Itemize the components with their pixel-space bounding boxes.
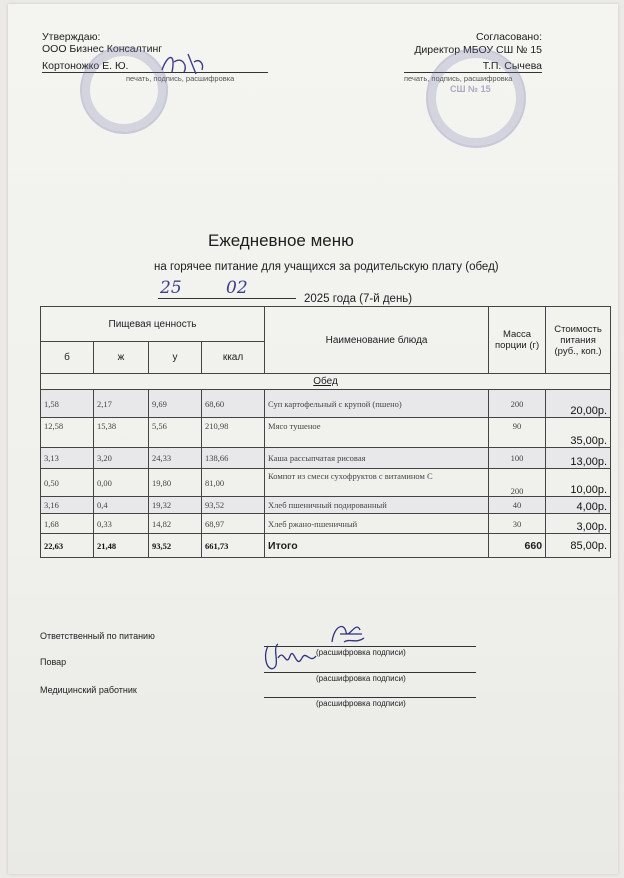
cook-signature-mark xyxy=(260,638,320,678)
row-zh: 0,4 xyxy=(94,497,149,514)
row-dish: Компот из смеси сухофруктов с витамином С xyxy=(265,469,489,497)
row-b: 1,58 xyxy=(41,390,94,418)
row-zh: 3,20 xyxy=(94,448,149,469)
row-mass: 200 xyxy=(489,390,546,418)
table-row xyxy=(41,497,611,514)
total-u: 93,52 xyxy=(149,534,202,558)
row-price: 13,00р. xyxy=(546,448,611,469)
left-stamp xyxy=(80,46,168,134)
row-mass: 200 xyxy=(489,469,546,497)
row-dish: Мясо тушеное xyxy=(265,418,489,448)
row-kcal: 138,66 xyxy=(202,448,265,469)
row-kcal: 81,00 xyxy=(202,469,265,497)
right-stamp-text: СШ № 15 xyxy=(450,84,491,94)
row-mass: 100 xyxy=(489,448,546,469)
cook-caption: (расшифровка подписи) xyxy=(316,674,406,683)
row-price: 35,00р. xyxy=(546,418,611,448)
medic-label: Медицинский работник xyxy=(40,685,137,695)
page-subtitle: на горячее питание для учащихся за родительскую плату (обед) xyxy=(154,261,499,273)
date-underline xyxy=(158,298,296,299)
menu-table xyxy=(40,306,611,558)
agreed-label: Согласовано: xyxy=(475,31,542,43)
row-price: 3,00р. xyxy=(546,514,611,534)
total-kcal: 661,73 xyxy=(202,534,265,558)
row-dish: Каша рассыпчатая рисовая xyxy=(265,448,489,469)
row-kcal: 93,52 xyxy=(202,497,265,514)
row-kcal: 68,60 xyxy=(202,390,265,418)
right-stamp xyxy=(426,48,526,148)
dish-header: Наименование блюда xyxy=(265,307,489,374)
row-kcal: 210,98 xyxy=(202,418,265,448)
page-title: Ежедневное меню xyxy=(208,231,354,250)
row-price: 20,00р. xyxy=(546,390,611,418)
row-b: 1,68 xyxy=(41,514,94,534)
row-zh: 15,38 xyxy=(94,418,149,448)
row-b: 3,16 xyxy=(41,497,94,514)
left-signature-mark xyxy=(158,48,208,78)
row-mass: 30 xyxy=(489,514,546,534)
row-u: 24,33 xyxy=(149,448,202,469)
total-b: 22,63 xyxy=(41,534,94,558)
total-label: Итого xyxy=(265,534,489,558)
row-u: 19,80 xyxy=(149,469,202,497)
approve-caption: печать, подпись, расшифровка xyxy=(126,74,235,83)
row-u: 5,56 xyxy=(149,418,202,448)
row-price: 10,00р. xyxy=(546,469,611,497)
table-row xyxy=(41,390,611,418)
table-row xyxy=(41,448,611,469)
approve-person: Кортоножко Е. Ю. xyxy=(42,60,129,72)
mass-header: Масса порции (г) xyxy=(489,307,546,374)
row-dish: Хлеб ржано-пшеничный xyxy=(265,514,489,534)
agreed-person: Т.П. Сычева xyxy=(482,60,542,72)
total-mass: 660 xyxy=(489,534,546,558)
medic-line xyxy=(264,697,476,698)
table-row xyxy=(41,514,611,534)
cost-header: Стоимость питания (руб., коп.) xyxy=(546,307,611,374)
responsible-caption: (расшифровка подписи) xyxy=(316,648,406,657)
cook-label: Повар xyxy=(40,657,67,667)
row-price: 4,00р. xyxy=(546,497,611,514)
agreed-position: Директор МБОУ СШ № 15 xyxy=(414,44,542,56)
date-month: 02 xyxy=(226,278,248,298)
zh-header: ж xyxy=(94,342,149,374)
row-u: 14,82 xyxy=(149,514,202,534)
document-page xyxy=(8,4,618,874)
row-zh: 2,17 xyxy=(94,390,149,418)
row-kcal: 68,97 xyxy=(202,514,265,534)
date-day: 25 xyxy=(160,278,182,298)
nutrition-header: Пищевая ценность xyxy=(41,307,265,342)
total-row xyxy=(41,534,611,558)
total-price: 85,00р. xyxy=(546,534,611,558)
row-u: 9,69 xyxy=(149,390,202,418)
row-b: 0,50 xyxy=(41,469,94,497)
agreed-caption: печать, подпись, расшифровка xyxy=(404,74,513,83)
responsible-label: Ответственный по питанию xyxy=(40,631,155,641)
row-mass: 90 xyxy=(489,418,546,448)
row-dish: Хлеб пшеничный подированный xyxy=(265,497,489,514)
date-rest: 2025 года (7-й день) xyxy=(304,293,413,305)
row-zh: 0,33 xyxy=(94,514,149,534)
table-row xyxy=(41,469,611,497)
row-b: 3,13 xyxy=(41,448,94,469)
row-zh: 0,00 xyxy=(94,469,149,497)
approve-label: Утверждаю: xyxy=(42,31,101,43)
u-header: у xyxy=(149,342,202,374)
responsible-signature-mark xyxy=(326,616,370,650)
approve-company: ООО Бизнес Консалтинг xyxy=(42,43,163,55)
total-zh: 21,48 xyxy=(94,534,149,558)
row-dish: Суп картофельный с крупой (пшено) xyxy=(265,390,489,418)
medic-caption: (расшифровка подписи) xyxy=(316,699,406,708)
row-b: 12,58 xyxy=(41,418,94,448)
table-row xyxy=(41,418,611,448)
row-mass: 40 xyxy=(489,497,546,514)
b-header: б xyxy=(41,342,94,374)
row-u: 19,32 xyxy=(149,497,202,514)
kcal-header: ккал xyxy=(202,342,265,374)
section-label: Обед xyxy=(41,374,611,390)
